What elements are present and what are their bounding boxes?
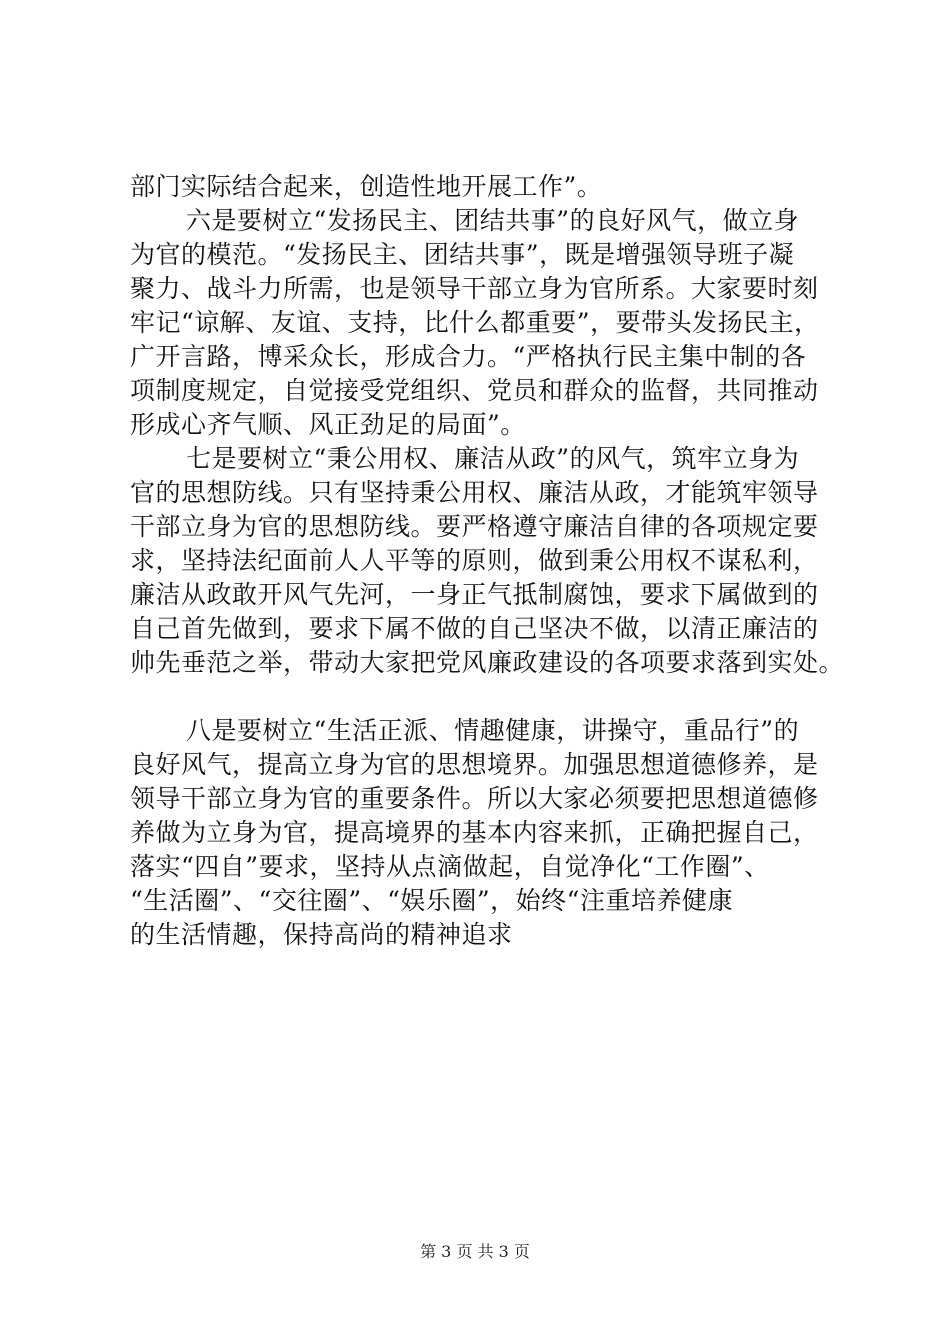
text-line: 八是要树立“生活正派、情趣健康，讲操守，重品行”的 xyxy=(186,716,800,745)
text-line: 官的思想防线。只有坚持秉公用权、廉洁从政，才能筑牢领导 xyxy=(130,478,819,507)
paragraph-six xyxy=(130,204,830,442)
text-line: 廉洁从政敢开风气先河，一身正气抵制腐蚀，要求下属做到的 xyxy=(130,580,819,609)
paragraph-seven xyxy=(130,442,845,680)
text-line: 落实“四自”要求，坚持从点滴做起，自觉净化“工作圈”、 xyxy=(130,852,770,881)
page-footer xyxy=(0,1242,950,1262)
text-line: 项制度规定，自觉接受党组织、党员和群众的监督，共同推动 xyxy=(130,376,819,405)
text-line: 良好风气，提高立身为官的思想境界。加强思想道德修养，是 xyxy=(130,750,819,779)
text-line: 形成心齐气顺、风正劲足的局面”。 xyxy=(130,410,526,439)
text-line: 的生活情趣，保持高尚的精神追求 xyxy=(130,920,513,949)
text-line: 聚力、战斗力所需，也是领导干部立身为官所系。大家要时刻 xyxy=(130,274,819,303)
text-line: 养做为立身为官，提高境界的基本内容来抓，正确把握自己， xyxy=(130,818,819,847)
text-line: 广开言路，博采众长，形成合力。“严格执行民主集中制的各 xyxy=(130,342,807,371)
text-line: 六是要树立“发扬民主、团结共事”的良好风气，做立身 xyxy=(186,206,800,235)
paragraph-eight xyxy=(130,714,830,952)
text-line: 帅先垂范之举，带动大家把党风廉政建设的各项要求落到实处。 xyxy=(130,648,845,677)
page-number-label: 第 3 页 共 3 页 xyxy=(420,1242,530,1261)
text-line: 七是要树立“秉公用权、廉洁从政”的风气，筑牢立身为 xyxy=(186,444,800,473)
text-line: 领导干部立身为官的重要条件。所以大家必须要把思想道德修 xyxy=(130,784,819,813)
text-line: “生活圈”、“交往圈”、“娱乐圈”，始终“注重培养健康 xyxy=(130,886,733,915)
paragraph-continuation xyxy=(130,170,830,204)
text-line: 牢记“谅解、友谊、支持，比什么都重要”，要带头发扬民主， xyxy=(130,308,820,337)
text-line: 部门实际结合起来，创造性地开展工作”。 xyxy=(130,172,603,201)
text-line: 干部立身为官的思想防线。要严格遵守廉洁自律的各项规定要 xyxy=(130,512,819,541)
document-body xyxy=(130,170,845,952)
text-line: 自己首先做到，要求下属不做的自己坚决不做，以清正廉洁的 xyxy=(130,614,819,643)
text-line: 为官的模范。“发扬民主、团结共事”，既是增强领导班子凝 xyxy=(130,240,795,269)
paragraph-spacer xyxy=(130,680,830,714)
text-line: 求，坚持法纪面前人人平等的原则，做到秉公用权不谋私利， xyxy=(130,546,819,575)
